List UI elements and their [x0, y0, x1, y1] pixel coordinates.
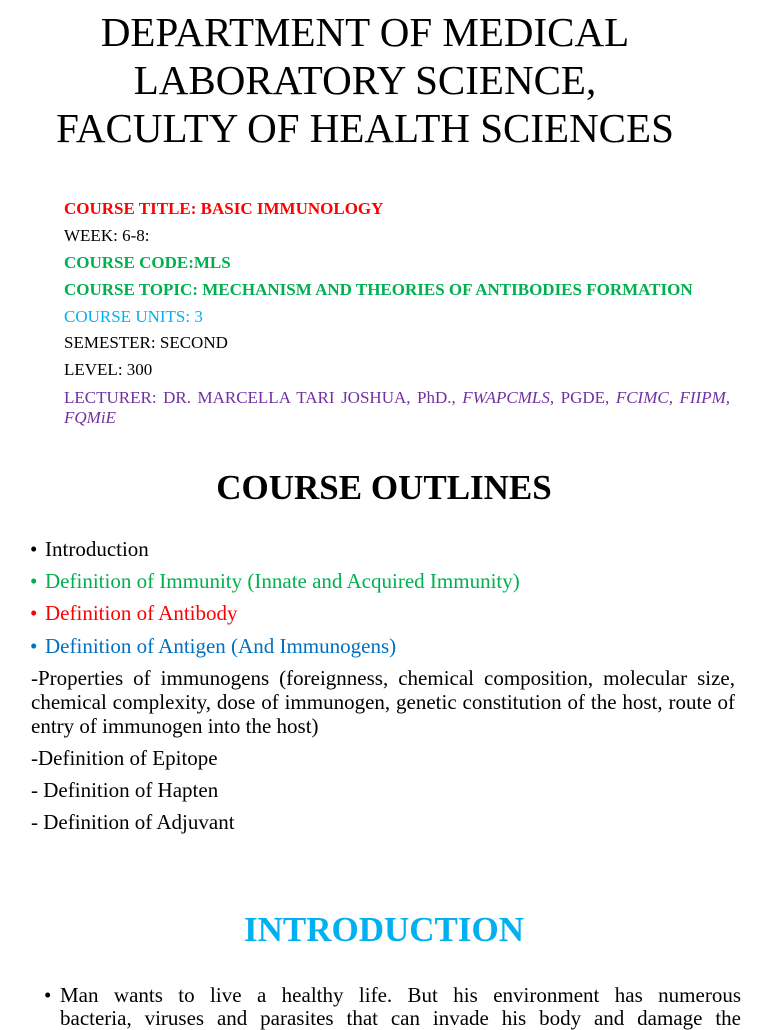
dash-marker: -	[31, 778, 38, 802]
course-week: WEEK: 6-8:	[64, 226, 150, 245]
lecturer-credential-fwapcmls: FWAPCMLS	[462, 388, 550, 407]
department-title: DEPARTMENT OF MEDICAL LABORATORY SCIENCE, FACULTY OF HEALTH SCIENCES	[56, 9, 674, 151]
hapten-definition	[31, 778, 735, 802]
epitope-definition: -Definition of Epitope	[31, 746, 218, 770]
outline-item	[30, 633, 396, 659]
bullet-icon: •	[30, 601, 38, 625]
bullet-icon: •	[44, 983, 52, 1007]
outline-item-label: Definition of Antigen (And Immunogens)	[45, 634, 397, 658]
outline-item	[30, 536, 149, 562]
outline-item-label: Introduction	[45, 537, 149, 561]
immunogen-properties: -Properties of immunogens (foreignness, chemical composition, molecular size, chemical complexity, dose of immunogen, genetic constitution of the host, route of entry of immunogen into the host)	[31, 666, 735, 738]
introduction-paragraph	[44, 984, 741, 1030]
introduction-heading: INTRODUCTION	[243, 910, 525, 949]
bullet-icon: •	[30, 569, 38, 593]
course-outlines-heading: COURSE OUTLINES	[216, 468, 552, 507]
outline-item-label: Definition of Antibody	[45, 601, 238, 625]
outline-item	[30, 568, 520, 594]
course-title: COURSE TITLE: BASIC IMMUNOLOGY	[64, 199, 384, 218]
lecturer-name: LECTURER: DR. MARCELLA TARI JOSHUA, PhD.,	[64, 388, 463, 407]
course-code: COURSE CODE:MLS	[64, 253, 231, 272]
lecturer-separator: , PGDE,	[549, 388, 616, 407]
introduction-line: Man wants to live a healthy life. But his environment has numerous	[60, 983, 741, 1007]
course-semester: SEMESTER: SECOND	[64, 333, 228, 352]
course-level: LEVEL: 300	[64, 360, 153, 379]
outline-item-label: Definition of Immunity (Innate and Acquired Immunity)	[45, 569, 520, 593]
hapten-label: Definition of Hapten	[43, 778, 219, 802]
bullet-icon: •	[30, 634, 38, 658]
adjuvant-definition: - Definition of Adjuvant	[31, 810, 235, 834]
outline-item	[30, 600, 238, 626]
bullet-icon: •	[30, 537, 38, 561]
course-lecturer	[64, 388, 730, 428]
introduction-line: bacteria, viruses and parasites that can invade his body and damage the	[60, 1006, 741, 1030]
course-units: COURSE UNITS: 3	[64, 307, 203, 326]
lecturer-credentials: FCIMC, FIIPM, FQMiE	[64, 388, 730, 427]
course-topic: COURSE TOPIC: MECHANISM AND THEORIES OF ANTIBODIES FORMATION	[64, 280, 693, 299]
